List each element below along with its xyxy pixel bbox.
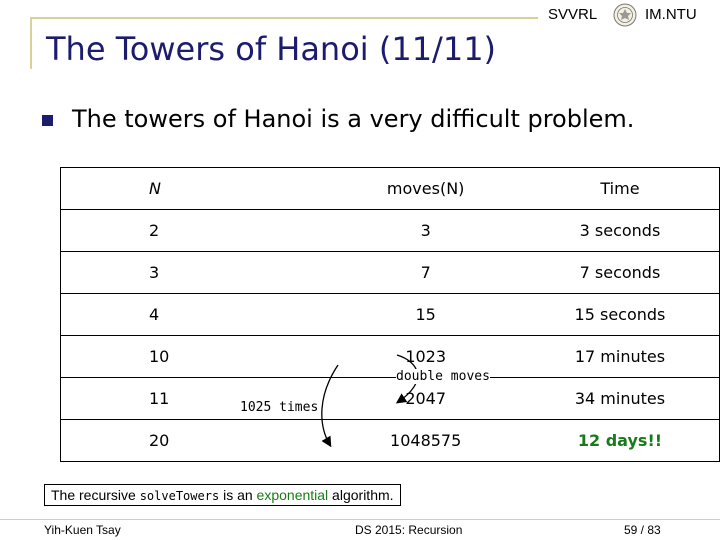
footnote-box bbox=[44, 484, 401, 506]
moves-table bbox=[60, 167, 720, 462]
footnote-code: solveTowers bbox=[139, 489, 220, 503]
cell-time: 3 seconds bbox=[521, 210, 720, 252]
cell-n: 10 bbox=[61, 336, 331, 378]
footer-page-number: 59 / 83 bbox=[624, 523, 661, 537]
header-moves: moves(N) bbox=[330, 168, 521, 210]
cell-n: 3 bbox=[61, 252, 331, 294]
header-time: Time bbox=[521, 168, 720, 210]
header-rule-vertical bbox=[30, 17, 32, 69]
footnote-suffix: algorithm. bbox=[328, 487, 394, 503]
annotation-double-moves: double moves bbox=[396, 369, 490, 384]
cell-moves: 1023 bbox=[330, 336, 521, 378]
table-row bbox=[61, 378, 720, 420]
cell-time-highlight: 12 days!! bbox=[521, 420, 720, 462]
annotation-1025-times: 1025 times bbox=[240, 400, 319, 415]
org-label-right: IM.NTU bbox=[645, 6, 697, 23]
cell-n: 2 bbox=[61, 210, 331, 252]
cell-time: 15 seconds bbox=[521, 294, 720, 336]
footnote-emphasis: exponential bbox=[256, 487, 329, 503]
table-header-row bbox=[61, 168, 720, 210]
header-rule-horizontal bbox=[30, 17, 538, 19]
footer-rule bbox=[0, 519, 720, 520]
footnote-middle: is an bbox=[219, 487, 257, 503]
footer-course: DS 2015: Recursion bbox=[355, 523, 463, 537]
cell-time: 7 seconds bbox=[521, 252, 720, 294]
university-seal-icon bbox=[613, 3, 637, 27]
cell-moves: 15 bbox=[330, 294, 521, 336]
header-n: N bbox=[61, 168, 331, 210]
table-row bbox=[61, 420, 720, 462]
slide-title: The Towers of Hanoi (11/11) bbox=[46, 30, 497, 68]
table-row bbox=[61, 210, 720, 252]
footer-author: Yih-Kuen Tsay bbox=[44, 523, 121, 537]
table-row bbox=[61, 252, 720, 294]
bullet-text: The towers of Hanoi is a very difficult problem. bbox=[72, 105, 635, 133]
cell-moves: 1048575 bbox=[330, 420, 521, 462]
bullet-square-icon bbox=[42, 115, 53, 126]
cell-time: 17 minutes bbox=[521, 336, 720, 378]
cell-time: 34 minutes bbox=[521, 378, 720, 420]
table-row bbox=[61, 336, 720, 378]
cell-moves: 3 bbox=[330, 210, 521, 252]
cell-n: 11 bbox=[61, 378, 331, 420]
org-label-left: SVVRL bbox=[548, 6, 598, 23]
cell-moves: 2047 bbox=[330, 378, 521, 420]
cell-n: 4 bbox=[61, 294, 331, 336]
footnote-prefix: The recursive bbox=[51, 487, 140, 503]
table-row bbox=[61, 294, 720, 336]
cell-moves: 7 bbox=[330, 252, 521, 294]
cell-n: 20 bbox=[61, 420, 331, 462]
